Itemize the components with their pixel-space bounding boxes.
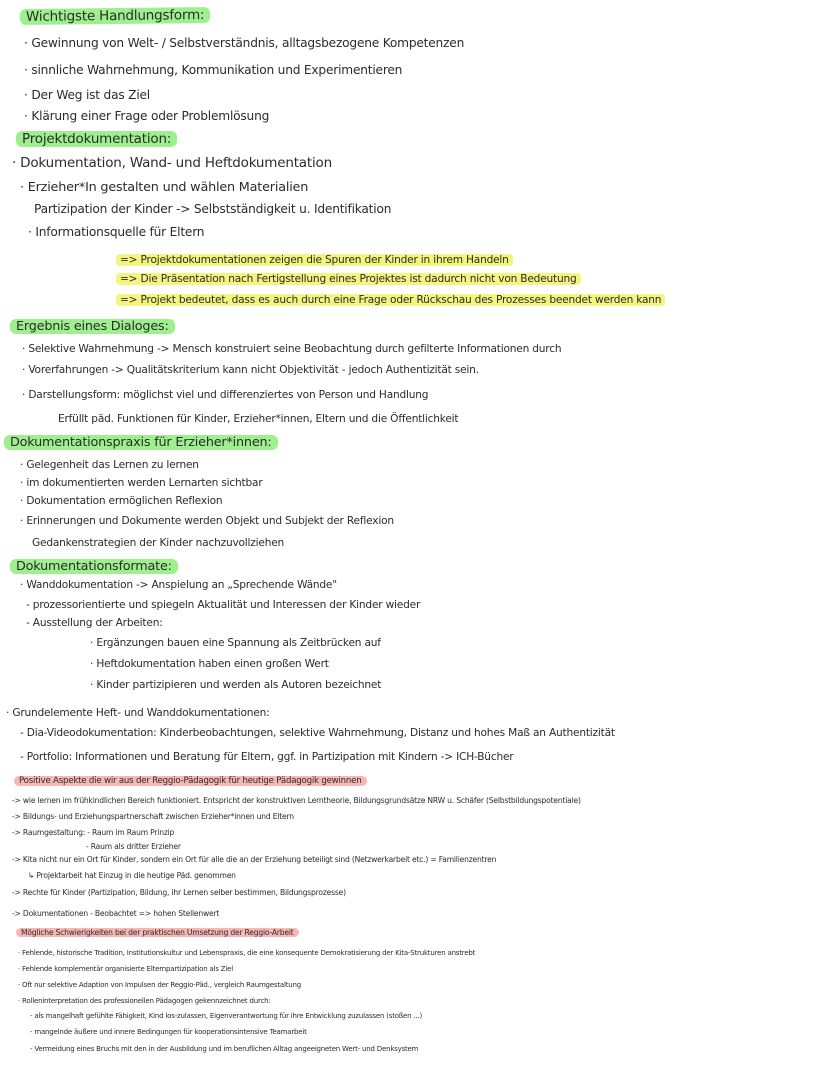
heading-handlungsform: Wichtigste Handlungsform: (20, 8, 211, 25)
list-item: · Fehlende, historische Tradition, Institutionskultur und Lebenspraxis, die eine konsequente Demokratisierung der Kita-Strukturen anstrebt (18, 949, 476, 957)
list-item: · Wanddokumentation -> Anspielung an „Sprechende Wände" (20, 579, 337, 591)
list-item: Gedankenstrategien der Kinder nachzuvollziehen (32, 537, 285, 549)
list-item: · Fehlende komplementär organisierte Elternpartizipation als Ziel (18, 965, 233, 973)
list-item: · Erinnerungen und Dokumente werden Objekt und Subjekt der Reflexion (20, 515, 394, 527)
list-item: · Rolleninterpretation des professionellen Pädagogen gekennzeichnet durch: (18, 997, 271, 1005)
list-item: - Portfolio: Informationen und Beratung für Eltern, ggf. in Partizipation mit Kindern -> ICH-Bücher (20, 751, 514, 763)
list-item: · sinnliche Wahrnehmung, Kommunikation und Experimentieren (24, 63, 403, 77)
list-item: · Der Weg ist das Ziel (24, 88, 150, 102)
list-item: · Heftdokumentation haben einen großen Wert (90, 658, 329, 670)
highlight-note: => Projekt bedeutet, dass es auch durch eine Frage oder Rückschau des Prozesses beendet werden kann (116, 295, 665, 307)
heading-dialog: Ergebnis eines Dialoges: (10, 320, 175, 334)
list-item: · Kinder partizipieren und werden als Autoren bezeichnet (90, 679, 382, 691)
list-item: - Vermeidung eines Bruchs mit den in der Ausbildung und im beruflichen Alltag angeeigneten Wert- und Denksystem (30, 1045, 419, 1053)
list-item: · Informationsquelle für Eltern (28, 225, 205, 239)
heading-schwierigkeiten: Mögliche Schwierigkeiten bei der praktischen Umsetzung der Reggio-Arbeit (16, 929, 299, 937)
list-item: · im dokumentierten werden Lernarten sichtbar (20, 477, 263, 489)
list-item: -> Rechte für Kinder (Partizipation, Bildung, ihr Lernen selber bestimmen, Bildungsprozesse) (12, 888, 346, 897)
list-item: · Dokumentation, Wand- und Heftdokumentation (12, 155, 332, 171)
heading-praxis: Dokumentationspraxis für Erzieher*innen: (4, 436, 278, 450)
list-item: ↳ Projektarbeit hat Einzug in die heutige Päd. genommen (28, 871, 236, 880)
list-item: -> Kita nicht nur ein Ort für Kinder, sondern ein Ort für alle die an der Erziehung beteiligt sind (Netzwerkarbeit etc.) = Familienzentren (12, 855, 497, 864)
list-item: · Vorerfahrungen -> Qualitätskriterium kann nicht Objektivität - jedoch Authentizität sein. (22, 364, 479, 376)
heading-formate: Dokumentationsformate: (10, 560, 178, 574)
heading-grundelemente: · Grundelemente Heft- und Wanddokumentationen: (6, 707, 270, 719)
heading-reggio: Positive Aspekte die wir aus der Reggio-Pädagogik für heutige Pädagogik gewinnen (14, 777, 367, 786)
list-item: · Erzieher*In gestalten und wählen Materialien (20, 180, 309, 195)
list-item: · Ergänzungen bauen eine Spannung als Zeitbrücken auf (90, 637, 381, 649)
list-item: · Oft nur selektive Adaption von Impulsen der Reggio-Päd., vergleich Raumgestaltung (18, 981, 301, 989)
list-item: Partizipation der Kinder -> Selbstständigkeit u. Identifikation (34, 202, 392, 216)
list-item: · Gewinnung von Welt- / Selbstverständnis, alltagsbezogene Kompetenzen (24, 36, 465, 50)
list-item: -> Bildungs- und Erziehungspartnerschaft zwischen Erzieher*innen und Eltern (12, 812, 294, 821)
list-item: · Klärung einer Frage oder Problemlösung (24, 109, 270, 123)
heading-projektdoku: Projektdokumentation: (16, 132, 177, 147)
list-item: · Selektive Wahrnehmung -> Mensch konstruiert seine Beobachtung durch gefilterte Informationen durch (22, 343, 562, 355)
list-item: Erfüllt päd. Funktionen für Kinder, Erzieher*innen, Eltern und die Öffentlichkeit (58, 413, 459, 425)
list-item: - Dia-Videodokumentation: Kinderbeobachtungen, selektive Wahrnehmung, Distanz und hohes Maß an Authentizität (20, 727, 615, 739)
list-item: - mangelnde äußere und innere Bedingungen für kooperationsintensive Teamarbeit (30, 1028, 307, 1036)
list-item: · Gelegenheit das Lernen zu lernen (20, 459, 199, 471)
list-item: - Ausstellung der Arbeiten: (26, 617, 163, 629)
list-item: - als mangelhaft gefühlte Fähigkeit, Kind los-zulassen, Eigenverantwortung für ihre Entwicklung zuzulassen (stoßen ...) (30, 1012, 422, 1020)
list-item: - prozessorientierte und spiegeln Aktualität und Interessen der Kinder wieder (26, 599, 421, 611)
list-item: - Raum als dritter Erzieher (86, 842, 181, 851)
list-item: -> Raumgestaltung: - Raum im Raum Prinzip (12, 828, 175, 837)
highlight-note: => Projektdokumentationen zeigen die Spuren der Kinder in ihrem Handeln (116, 255, 513, 267)
list-item: · Darstellungsform: möglichst viel und differenziertes von Person und Handlung (22, 389, 429, 401)
list-item: -> wie lernen im frühkindlichen Bereich funktioniert. Entspricht der konstruktiven Lerntheorie, Bildungsgrundsätze NRW u. Schäfer (Selbstbildungspotentiale) (12, 796, 581, 805)
highlight-note: => Die Präsentation nach Fertigstellung eines Projektes ist dadurch nicht von Bedeutung (116, 274, 581, 286)
list-item: -> Dokumentationen - Beobachtet => hohen Stellenwert (12, 909, 220, 918)
list-item: · Dokumentation ermöglichen Reflexion (20, 495, 223, 507)
